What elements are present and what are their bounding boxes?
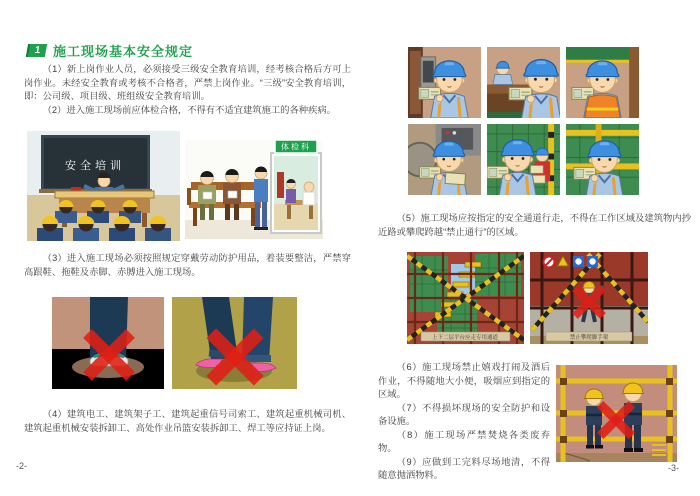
no-high-heels-illustration: [172, 297, 297, 389]
comic-panel-scaffolders: [487, 124, 560, 195]
comic-panel-crane-operator: [408, 124, 481, 195]
right-paragraph-block-2: [378, 361, 550, 483]
no-horseplay-illustration: [556, 365, 677, 462]
exam-room: [271, 153, 321, 233]
section-title: 施工现场基本安全规定: [53, 44, 194, 59]
paragraph-1: （1）新上岗作业人员，必须接受三级安全教育培训，经考核合格后方可上岗作业。未经安全教育或考核不合格者，严禁上岗作业。“三级”安全教育培训，即：公司级、项目级、班组级安全教育培训。: [24, 64, 351, 101]
paragraph-3: （3）进入施工现场必须按照规定穿戴劳动防护用品，着装要整洁，严禁穿高跟鞋、拖鞋及赤脚、赤膊进入施工现场。: [24, 253, 351, 277]
blackboard-text: 安全培训: [65, 160, 125, 172]
paragraph-2: （2）进入施工现场前应体检合格，不得有不适宜建筑施工的各种疾病。: [42, 104, 336, 115]
page-number-right: -3-: [668, 463, 679, 473]
scaffold-walkway-illustration: [407, 252, 524, 344]
paragraph-8: （8）施工现场严禁焚烧各类废弃物。: [378, 429, 550, 453]
clinic-sign-text: 体检科: [281, 142, 311, 152]
right-paragraph-block-1: [378, 212, 691, 239]
paragraph-4: （4）建筑电工、建筑架子工、建筑起重信号司索工、建筑起重机械司机、建筑起重机械安装拆卸工、高处作业吊篮安装拆卸工、焊工等应持证上岗。: [24, 409, 351, 433]
no-climbing-illustration: [530, 252, 648, 344]
paragraph-5: （5）施工现场应按指定的安全通道行走，不得在工作区域及建筑物内抄近路或攀爬跨越“禁止通行”的区域。: [378, 213, 691, 237]
comic-panel-scaffold-worker: [566, 124, 639, 195]
walkway-caption: 上下二层平台应走专用通道: [431, 335, 499, 341]
paragraph-7: （7）不得损坏现场的安全防护和设备设施。: [378, 402, 550, 426]
page-number-left: -2-: [16, 461, 27, 471]
no-slippers-illustration: [52, 297, 164, 389]
section-number-badge: 1: [26, 44, 47, 57]
clinic-sign: [275, 140, 317, 153]
comic-panel-electrician: [408, 47, 481, 118]
clinic-illustration: [185, 140, 323, 239]
left-paragraph-block-1: [24, 63, 351, 117]
comic-panel-vest-worker: [566, 47, 639, 118]
no-climbing-caption: 禁止攀爬脚手架: [569, 335, 609, 341]
classroom-illustration: [27, 131, 180, 241]
comic-panel-signalman: [487, 47, 560, 118]
left-paragraph-block-2: [24, 252, 351, 279]
paragraph-6: （6）施工现场禁止嬉戏打闹及酒后作业，不得随地大小便，吸烟应到指定的区域。: [378, 362, 550, 399]
left-paragraph-block-3: [24, 408, 351, 435]
paragraph-9: （9）应做到工完料尽场地清，不得随意抛洒物料。: [378, 456, 550, 480]
section-header: [27, 41, 193, 60]
